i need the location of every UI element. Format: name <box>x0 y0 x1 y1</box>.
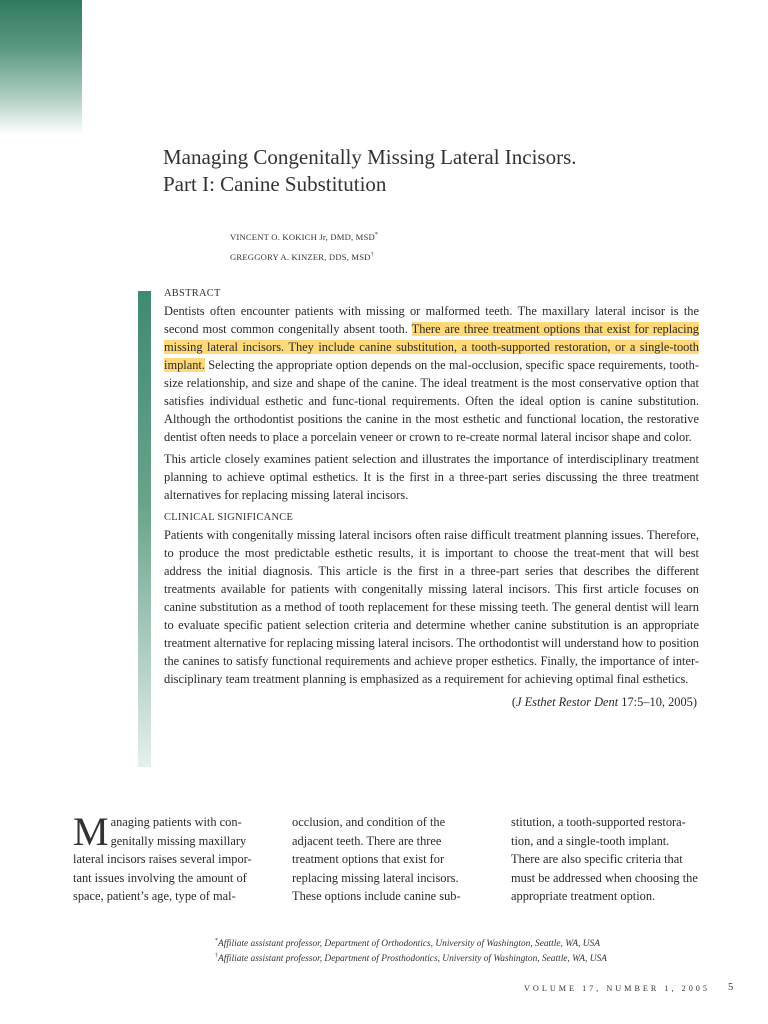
corner-color-block <box>0 0 82 135</box>
body-paragraph-1 <box>73 809 261 906</box>
abstract-text-before: Dentists often encounter patients with missing or malformed teeth. The maxillary lateral incisor is the second most common congenitally absent tooth. <box>164 304 699 336</box>
author-1-mark: * <box>374 232 379 238</box>
title-line-2: Part I: Canine Substitution <box>163 172 387 196</box>
body-column-3 <box>511 813 699 906</box>
abstract-side-bar <box>138 291 151 767</box>
abstract-paragraph-2: This article closely examines patient selection and illustrates the importance of interdisciplinary treatment planning to achieve optimal esthetics. It is the first in a three-part series discussing the three treatment alternatives for replacing missing lateral incisors. <box>164 452 699 502</box>
clinical-significance-label: CLINICAL SIGNIFICANCE <box>164 512 294 523</box>
body-column-1-text: anaging patients with con-genitally missing maxillary lateral incisors raises several impor-tant issues involving the amount of space, patient’s age, type of mal- <box>73 815 252 903</box>
clinical-significance-text: Patients with congenitally missing lateral incisors often raise difficult treatment planning issues. Therefore, to produce the most predictable esthetic results, it is important to choose the treat-ment that will best address the initial diagnosis. This article is the first in a three-part series that describes the different treatments available for patients with congenitally missing lateral incisors. This first article focuses on canine substitution as a method of tooth replacement for these missing teeth. The general dentist will learn to evaluate specific patient selection criteria and determine whether canine substitution is an appropriate treatment alternative for replacing missing lateral incisors. The orthodontist will understand how to position the canines to satisfy functional requirements and achieve proper esthetics. Finally, the importance of inter-disciplinary team treatment planning is emphasized as a requirement for achieving optimal final esthetics. <box>164 528 699 686</box>
body-columns <box>73 809 699 906</box>
abstract-label: ABSTRACT <box>164 288 221 299</box>
footnote-1 <box>215 935 607 950</box>
abstract-section <box>164 286 699 711</box>
footnote-2-text: Affiliate assistant professor, Department of Prosthodontics, University of Washington, Seattle, WA, USA <box>218 954 607 965</box>
author-2-name: GREGGORY A. KINZER, DDS, MSD <box>230 251 371 262</box>
body-column-1 <box>73 809 261 906</box>
page-number: 5 <box>728 982 734 993</box>
citation-open: ( <box>511 695 516 709</box>
body-column-2-text: occlusion, and condition of the adjacent teeth. There are three treatment options that exist for replacing missing lateral incisors. These options include canine sub- <box>292 815 461 903</box>
citation-journal: J Esthet Restor Dent <box>515 695 619 709</box>
body-column-2 <box>292 813 480 906</box>
drop-cap: M <box>73 809 109 854</box>
abstract-text-after: Selecting the appropriate option depends on the mal-occlusion, specific space requirements, tooth-size relationship, and size and shape of the canine. The ideal treatment is the most conservative option that satisfies individual esthetic and func-tional requirements. Often the ideal option is canine substitution. Although the orthodontist positions the canine in the most esthetic and functional location, the restorative dentist often needs to place a porcelain veneer or crown to re-create normal lateral incisor shape and color. <box>164 358 699 444</box>
citation <box>164 693 699 711</box>
journal-issue-footer: VOLUME 17, NUMBER 1, 2005 <box>524 984 710 993</box>
footnotes <box>215 935 607 965</box>
abstract-paragraph-1 <box>164 302 699 446</box>
abstract-highlight: There are three treatment options that exist for replacing missing lateral incisors. They include canine substitution, a tooth-supported restoration, or a single-tooth implant. <box>164 322 699 372</box>
author-list <box>230 226 378 266</box>
footnote-2-mark: † <box>215 953 218 960</box>
author-2 <box>230 246 378 266</box>
author-1 <box>230 226 378 246</box>
article-title <box>163 144 723 198</box>
author-1-name: VINCENT O. KOKICH Jr, DMD, MSD <box>230 231 375 242</box>
title-line-1: Managing Congenitally Missing Lateral Incisors. <box>163 145 577 169</box>
citation-rest: 17:5–10, 2005) <box>618 695 697 709</box>
footnote-1-mark: * <box>215 938 218 944</box>
footnote-2 <box>215 950 607 965</box>
footnote-1-text: Affiliate assistant professor, Department of Orthodontics, University of Washington, Seattle, WA, USA <box>218 939 600 950</box>
author-2-mark: † <box>370 251 374 258</box>
body-column-3-text: stitution, a tooth-supported restora-tion, and a single-tooth implant. There are also specific criteria that must be addressed when choosing the appropriate treatment option. <box>511 815 698 903</box>
